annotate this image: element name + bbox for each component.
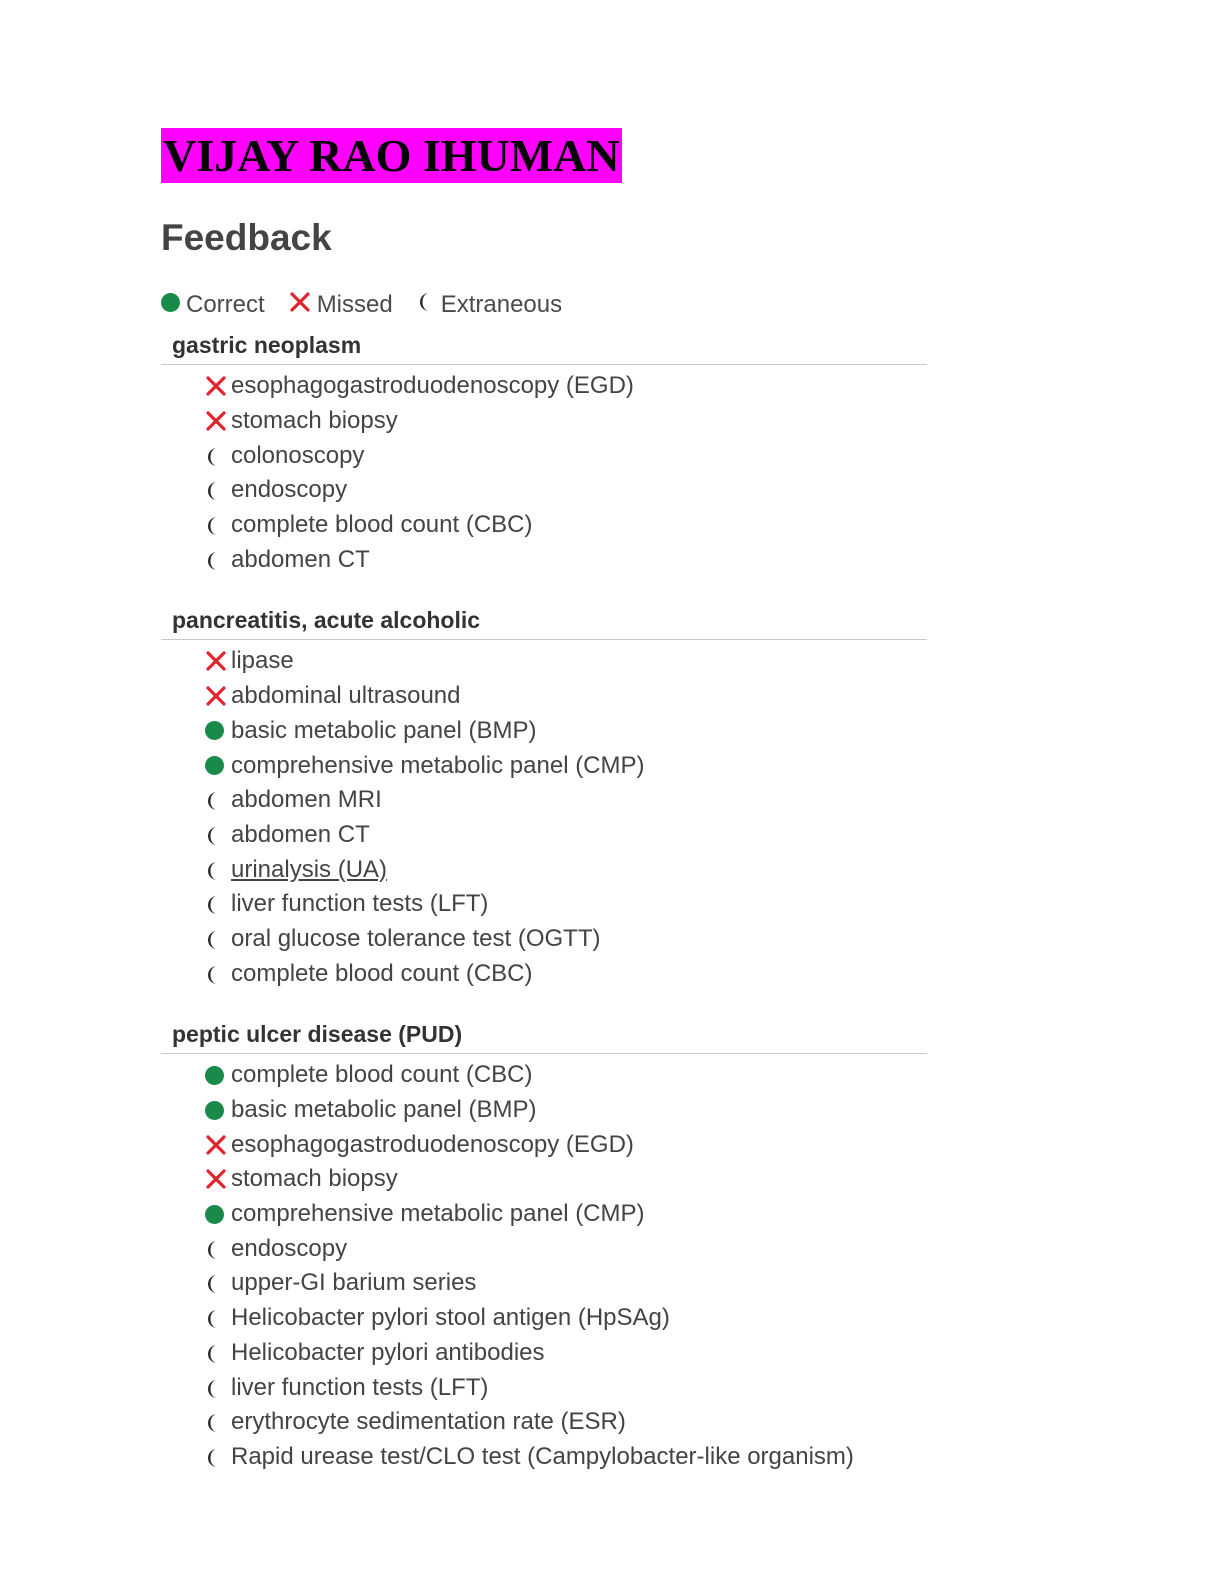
diagnosis-section	[161, 1017, 927, 1474]
test-item	[161, 714, 927, 749]
test-item	[161, 1127, 927, 1162]
test-item	[161, 542, 927, 577]
green-dot-icon	[205, 721, 224, 740]
status-icon-wrap	[205, 1239, 231, 1259]
test-item	[161, 922, 927, 957]
status-icon-wrap	[205, 894, 231, 914]
red-x-icon	[205, 1168, 227, 1190]
feedback-sections	[161, 328, 927, 1474]
test-item	[161, 1370, 927, 1405]
status-icon-wrap	[205, 685, 231, 707]
test-item-label: colonoscopy	[231, 441, 365, 469]
legend-correct	[161, 291, 265, 319]
test-item	[161, 644, 927, 679]
test-item	[161, 818, 927, 853]
status-icon-wrap	[205, 1447, 231, 1467]
status-icon-wrap	[205, 1378, 231, 1398]
status-icon-wrap	[205, 1101, 231, 1120]
test-item	[161, 1336, 927, 1371]
diagnosis-section	[161, 603, 927, 991]
test-item-label: abdominal ultrasound	[231, 682, 461, 710]
diagnosis-section	[161, 328, 927, 577]
crescent-moon-icon	[205, 1378, 223, 1398]
green-dot-icon	[205, 756, 224, 775]
status-legend	[161, 290, 927, 320]
status-icon-wrap	[205, 1308, 231, 1328]
status-icon-wrap	[205, 825, 231, 845]
test-item-label: abdomen MRI	[231, 786, 382, 814]
test-item-label: basic metabolic panel (BMP)	[231, 1096, 537, 1124]
test-item[interactable]	[161, 852, 927, 887]
red-x-icon	[205, 375, 227, 397]
green-dot-icon	[161, 293, 180, 312]
test-item-label: oral glucose tolerance test (OGTT)	[231, 924, 601, 952]
crescent-moon-icon	[205, 1447, 223, 1467]
test-item-label: comprehensive metabolic panel (CMP)	[231, 1200, 645, 1228]
test-item-label: Helicobacter pylori stool antigen (HpSAg)	[231, 1304, 670, 1332]
test-item	[161, 1197, 927, 1232]
status-icon-wrap	[205, 1205, 231, 1224]
diagnosis-title: peptic ulcer disease (PUD)	[161, 1017, 927, 1054]
status-icon-wrap	[205, 1343, 231, 1363]
test-item	[161, 783, 927, 818]
crescent-moon-icon	[417, 291, 435, 311]
test-item-label: stomach biopsy	[231, 1165, 398, 1193]
crescent-moon-icon	[205, 1343, 223, 1363]
status-icon-wrap	[205, 1168, 231, 1190]
test-item	[161, 1058, 927, 1093]
status-icon-wrap	[205, 1412, 231, 1432]
test-item-label: liver function tests (LFT)	[231, 1373, 489, 1401]
test-item	[161, 369, 927, 404]
test-item	[161, 1093, 927, 1128]
test-item	[161, 1405, 927, 1440]
test-item	[161, 438, 927, 473]
test-item-label: lipase	[231, 647, 294, 675]
crescent-moon-icon	[205, 515, 223, 535]
test-item	[161, 404, 927, 439]
test-item-label: basic metabolic panel (BMP)	[231, 716, 537, 744]
test-item-label: comprehensive metabolic panel (CMP)	[231, 751, 645, 779]
crescent-moon-icon	[205, 929, 223, 949]
test-item	[161, 679, 927, 714]
test-item-label: esophagogastroduodenoscopy (EGD)	[231, 1130, 634, 1158]
crescent-moon-icon	[205, 1273, 223, 1293]
diagnosis-title: pancreatitis, acute alcoholic	[161, 603, 927, 640]
legend-icon	[417, 291, 435, 319]
red-x-icon	[205, 650, 227, 672]
red-x-icon	[289, 291, 311, 313]
test-item	[161, 1301, 927, 1336]
feedback-page	[161, 128, 927, 1474]
legend-label: Extraneous	[440, 291, 563, 318]
test-item	[161, 473, 927, 508]
red-x-icon	[205, 410, 227, 432]
green-dot-icon	[205, 1101, 224, 1120]
green-dot-icon	[205, 1066, 224, 1085]
red-x-icon	[205, 685, 227, 707]
status-icon-wrap	[205, 721, 231, 740]
crescent-moon-icon	[205, 860, 223, 880]
test-item-label: complete blood count (CBC)	[231, 959, 533, 987]
test-item-label: Helicobacter pylori antibodies	[231, 1338, 545, 1366]
status-icon-wrap	[205, 1134, 231, 1156]
status-icon-wrap	[205, 410, 231, 432]
test-item	[161, 1231, 927, 1266]
crescent-moon-icon	[205, 550, 223, 570]
crescent-moon-icon	[205, 480, 223, 500]
test-item-label: complete blood count (CBC)	[231, 511, 533, 539]
test-item	[161, 508, 927, 543]
crescent-moon-icon	[205, 894, 223, 914]
status-icon-wrap	[205, 480, 231, 500]
legend-extraneous	[417, 291, 562, 319]
test-item-label: endoscopy	[231, 476, 348, 504]
test-item	[161, 1162, 927, 1197]
status-icon-wrap	[205, 650, 231, 672]
test-item	[161, 956, 927, 991]
test-item	[161, 1440, 927, 1475]
legend-label: Missed	[316, 291, 393, 318]
status-icon-wrap	[205, 1273, 231, 1293]
test-item-label: Rapid urease test/CLO test (Campylobacter-like organism)	[231, 1442, 854, 1470]
test-list	[161, 640, 927, 991]
legend-icon	[161, 291, 180, 319]
crescent-moon-icon	[205, 964, 223, 984]
test-item-label: endoscopy	[231, 1234, 348, 1262]
student-name-banner: VIJAY RAO IHUMAN	[163, 130, 620, 181]
status-icon-wrap	[205, 375, 231, 397]
test-item-label: abdomen CT	[231, 545, 370, 573]
test-item-label: esophagogastroduodenoscopy (EGD)	[231, 372, 634, 400]
test-item	[161, 887, 927, 922]
test-list	[161, 365, 927, 577]
test-item-label: upper-GI barium series	[231, 1269, 477, 1297]
status-icon-wrap	[205, 515, 231, 535]
status-icon-wrap	[205, 929, 231, 949]
test-item	[161, 748, 927, 783]
test-item-label: erythrocyte sedimentation rate (ESR)	[231, 1408, 626, 1436]
status-icon-wrap	[205, 446, 231, 466]
status-icon-wrap	[205, 964, 231, 984]
diagnosis-title: gastric neoplasm	[161, 328, 927, 365]
crescent-moon-icon	[205, 1412, 223, 1432]
crescent-moon-icon	[205, 1239, 223, 1259]
red-x-icon	[205, 1134, 227, 1156]
test-item	[161, 1266, 927, 1301]
legend-icon	[289, 291, 311, 320]
status-icon-wrap	[205, 756, 231, 775]
test-list	[161, 1054, 927, 1474]
page-title: Feedback	[161, 217, 332, 258]
test-item-label: abdomen CT	[231, 820, 370, 848]
legend-label: Correct	[186, 291, 265, 318]
crescent-moon-icon	[205, 790, 223, 810]
crescent-moon-icon	[205, 825, 223, 845]
test-item-label: stomach biopsy	[231, 407, 398, 435]
test-item-link[interactable]: urinalysis (UA)	[231, 855, 388, 883]
crescent-moon-icon	[205, 1308, 223, 1328]
status-icon-wrap	[205, 790, 231, 810]
status-icon-wrap	[205, 550, 231, 570]
status-icon-wrap	[205, 860, 231, 880]
status-icon-wrap	[205, 1066, 231, 1085]
test-item-label: liver function tests (LFT)	[231, 890, 489, 918]
test-item-label: complete blood count (CBC)	[231, 1061, 533, 1089]
legend-missed	[289, 291, 393, 320]
green-dot-icon	[205, 1205, 224, 1224]
crescent-moon-icon	[205, 446, 223, 466]
